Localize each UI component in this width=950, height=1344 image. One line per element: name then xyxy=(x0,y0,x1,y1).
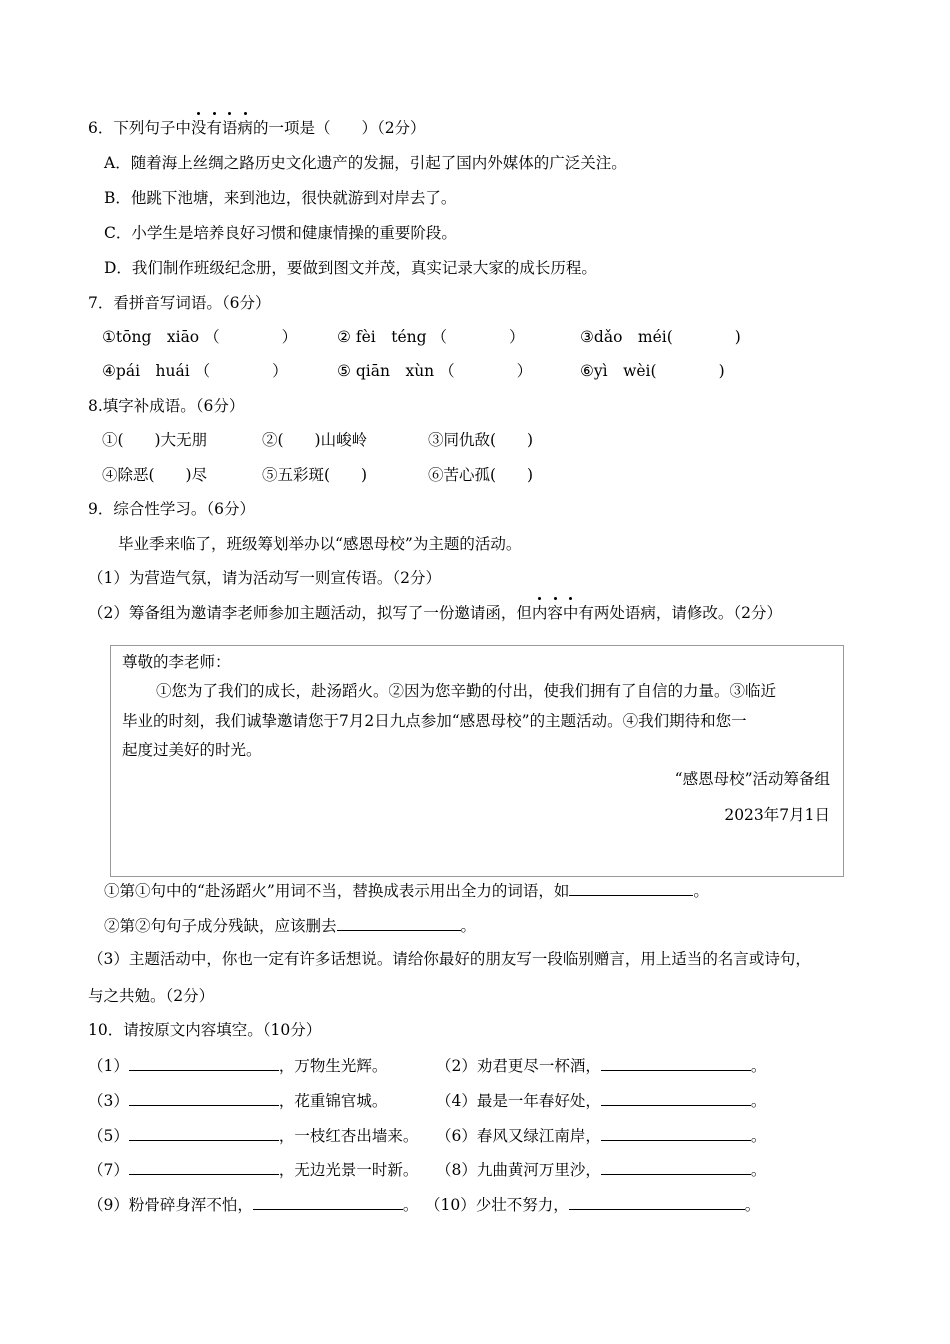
answer-blank[interactable] xyxy=(601,1125,751,1141)
q10-item-3: （3） ，花重锦官城。 xyxy=(88,1092,388,1110)
q10-item-7: （7） ，无边光景一时新。 xyxy=(88,1161,419,1179)
answer-blank[interactable] xyxy=(601,1090,751,1106)
q6-option-d: D．我们制作班级纪念册，要做到图文并茂，真实记录大家的成长历程。 xyxy=(104,259,597,277)
answer-blank[interactable] xyxy=(337,915,461,931)
emphasis-char: 容 xyxy=(547,604,563,622)
answer-bracket[interactable]: （ ） xyxy=(194,362,288,380)
answer-blank[interactable] xyxy=(569,880,693,896)
q6-option-c: C．小学生是培养良好习惯和健康情操的重要阶段。 xyxy=(104,224,457,242)
q10-item-6: （6）春风又绿江南岸， 。 xyxy=(436,1127,767,1145)
q10-item-10: （10）少壮不努力， 。 xyxy=(425,1196,761,1214)
answer-blank[interactable] xyxy=(129,1125,279,1141)
q8-item-6: ⑥苦心孤( ) xyxy=(428,466,534,484)
q7-stem: 7．看拼音写词语。（6分） xyxy=(88,294,271,312)
q6-option-a: A．随着海上丝绸之路历史文化遗产的发掘，引起了国内外媒体的广泛关注。 xyxy=(104,154,627,172)
emphasis-char: 没 xyxy=(190,119,207,137)
answer-bracket[interactable]: ( ) xyxy=(666,328,741,346)
q10-item-8: （8）九曲黄河万里沙， 。 xyxy=(436,1161,767,1179)
answer-bracket[interactable]: （ ） xyxy=(204,328,298,346)
q8-stem: 8.填字补成语。（6分） xyxy=(88,397,245,415)
emphasis-char: 病 xyxy=(237,119,253,137)
q7-item-1: ①tōng xiāo （ ） xyxy=(102,328,298,346)
q9-fix1: ①第①句中的“赴汤蹈火”用词不当，替换成表示用出全力的词语，如 。 xyxy=(104,882,709,900)
letter-date: 2023年7月1日 xyxy=(724,806,830,824)
answer-blank[interactable] xyxy=(129,1159,279,1175)
q9-sub2: （2）筹备组为邀请李老师参加主题活动，拟写了一份邀请函，但内容中有两处语病，请修改。（2分） xyxy=(88,604,783,622)
q10-item-4: （4）最是一年春好处， 。 xyxy=(436,1092,767,1110)
q8-item-2: ②( )山峻岭 xyxy=(262,431,368,449)
emphasis-char: 语 xyxy=(221,119,238,137)
q10-item-2: （2）劝君更尽一杯酒， 。 xyxy=(436,1057,767,1075)
emphasis-char: 内 xyxy=(531,604,548,622)
letter-body-line2: 毕业的时刻，我们诚挚邀请您于7月2日九点参加“感恩母校”的主题活动。④我们期待和您一 xyxy=(122,712,747,730)
q7-item-3: ③dǎo méi( ) xyxy=(580,328,741,346)
q10-item-5: （5） ，一枝红杏出墙来。 xyxy=(88,1127,419,1145)
q8-item-5: ⑤五彩斑( ) xyxy=(262,466,368,484)
answer-blank[interactable] xyxy=(253,1194,403,1210)
emphasis-char: 有 xyxy=(206,119,222,137)
answer-bracket[interactable]: ( ) xyxy=(650,362,725,380)
q7-item-5: ⑤ qiān xùn （ ） xyxy=(337,362,533,380)
answer-blank[interactable] xyxy=(569,1194,745,1210)
answer-blank[interactable] xyxy=(129,1090,279,1106)
q6-option-b: B．他跳下池塘，来到池边，很快就游到对岸去了。 xyxy=(104,189,457,207)
q7-item-6: ⑥yì wèi( ) xyxy=(580,362,725,380)
q9-sub3-line2: 与之共勉。（2分） xyxy=(88,987,215,1005)
q8-item-3: ③同仇敌( ) xyxy=(428,431,534,449)
q10-item-9: （9）粉骨碎身浑不怕， 。 xyxy=(88,1196,419,1214)
q9-sub3-line1: （3）主题活动中，你也一定有许多话想说。请给你最好的朋友写一段临别赠言，用上适当的名言或诗句， xyxy=(88,950,811,968)
q9-sub1: （1）为营造气氛，请为活动写一则宣传语。（2分） xyxy=(88,569,441,587)
emphasis-char: 中 xyxy=(562,604,579,622)
answer-bracket[interactable]: （ ） xyxy=(431,328,525,346)
answer-blank[interactable] xyxy=(129,1055,279,1071)
answer-blank[interactable] xyxy=(601,1055,751,1071)
q7-item-2: ② fèi téng （ ） xyxy=(337,328,525,346)
answer-bracket[interactable]: （ ） xyxy=(439,362,533,380)
q9-stem: 9．综合性学习。（6分） xyxy=(88,500,255,518)
q10-item-1: （1） ，万物生光辉。 xyxy=(88,1057,388,1075)
q9-fix2: ②第②句句子成分残缺，应该删去 。 xyxy=(104,917,477,935)
q10-stem: 10．请按原文内容填空。（10分） xyxy=(88,1021,322,1039)
q7-item-4: ④pái huái （ ） xyxy=(102,362,288,380)
letter-body-line1: ①您为了我们的成长，赴汤蹈火。②因为您辛勤的付出，使我们拥有了自信的力量。③临近 xyxy=(156,682,777,700)
q8-item-4: ④除恶( )尽 xyxy=(102,466,208,484)
answer-blank[interactable] xyxy=(601,1159,751,1175)
q6-stem: 6．下列句子中没有语病的一项是（ ）（2分） xyxy=(88,119,426,137)
letter-salutation: 尊敬的李老师： xyxy=(122,653,231,671)
q9-intro: 毕业季来临了，班级筹划举办以“感恩母校”为主题的活动。 xyxy=(118,535,522,553)
letter-signature: “感恩母校”活动筹备组 xyxy=(674,770,830,788)
q8-item-1: ①( )大无朋 xyxy=(102,431,208,449)
invitation-letter-box xyxy=(110,645,844,877)
letter-body-line3: 起度过美好的时光。 xyxy=(122,741,262,759)
